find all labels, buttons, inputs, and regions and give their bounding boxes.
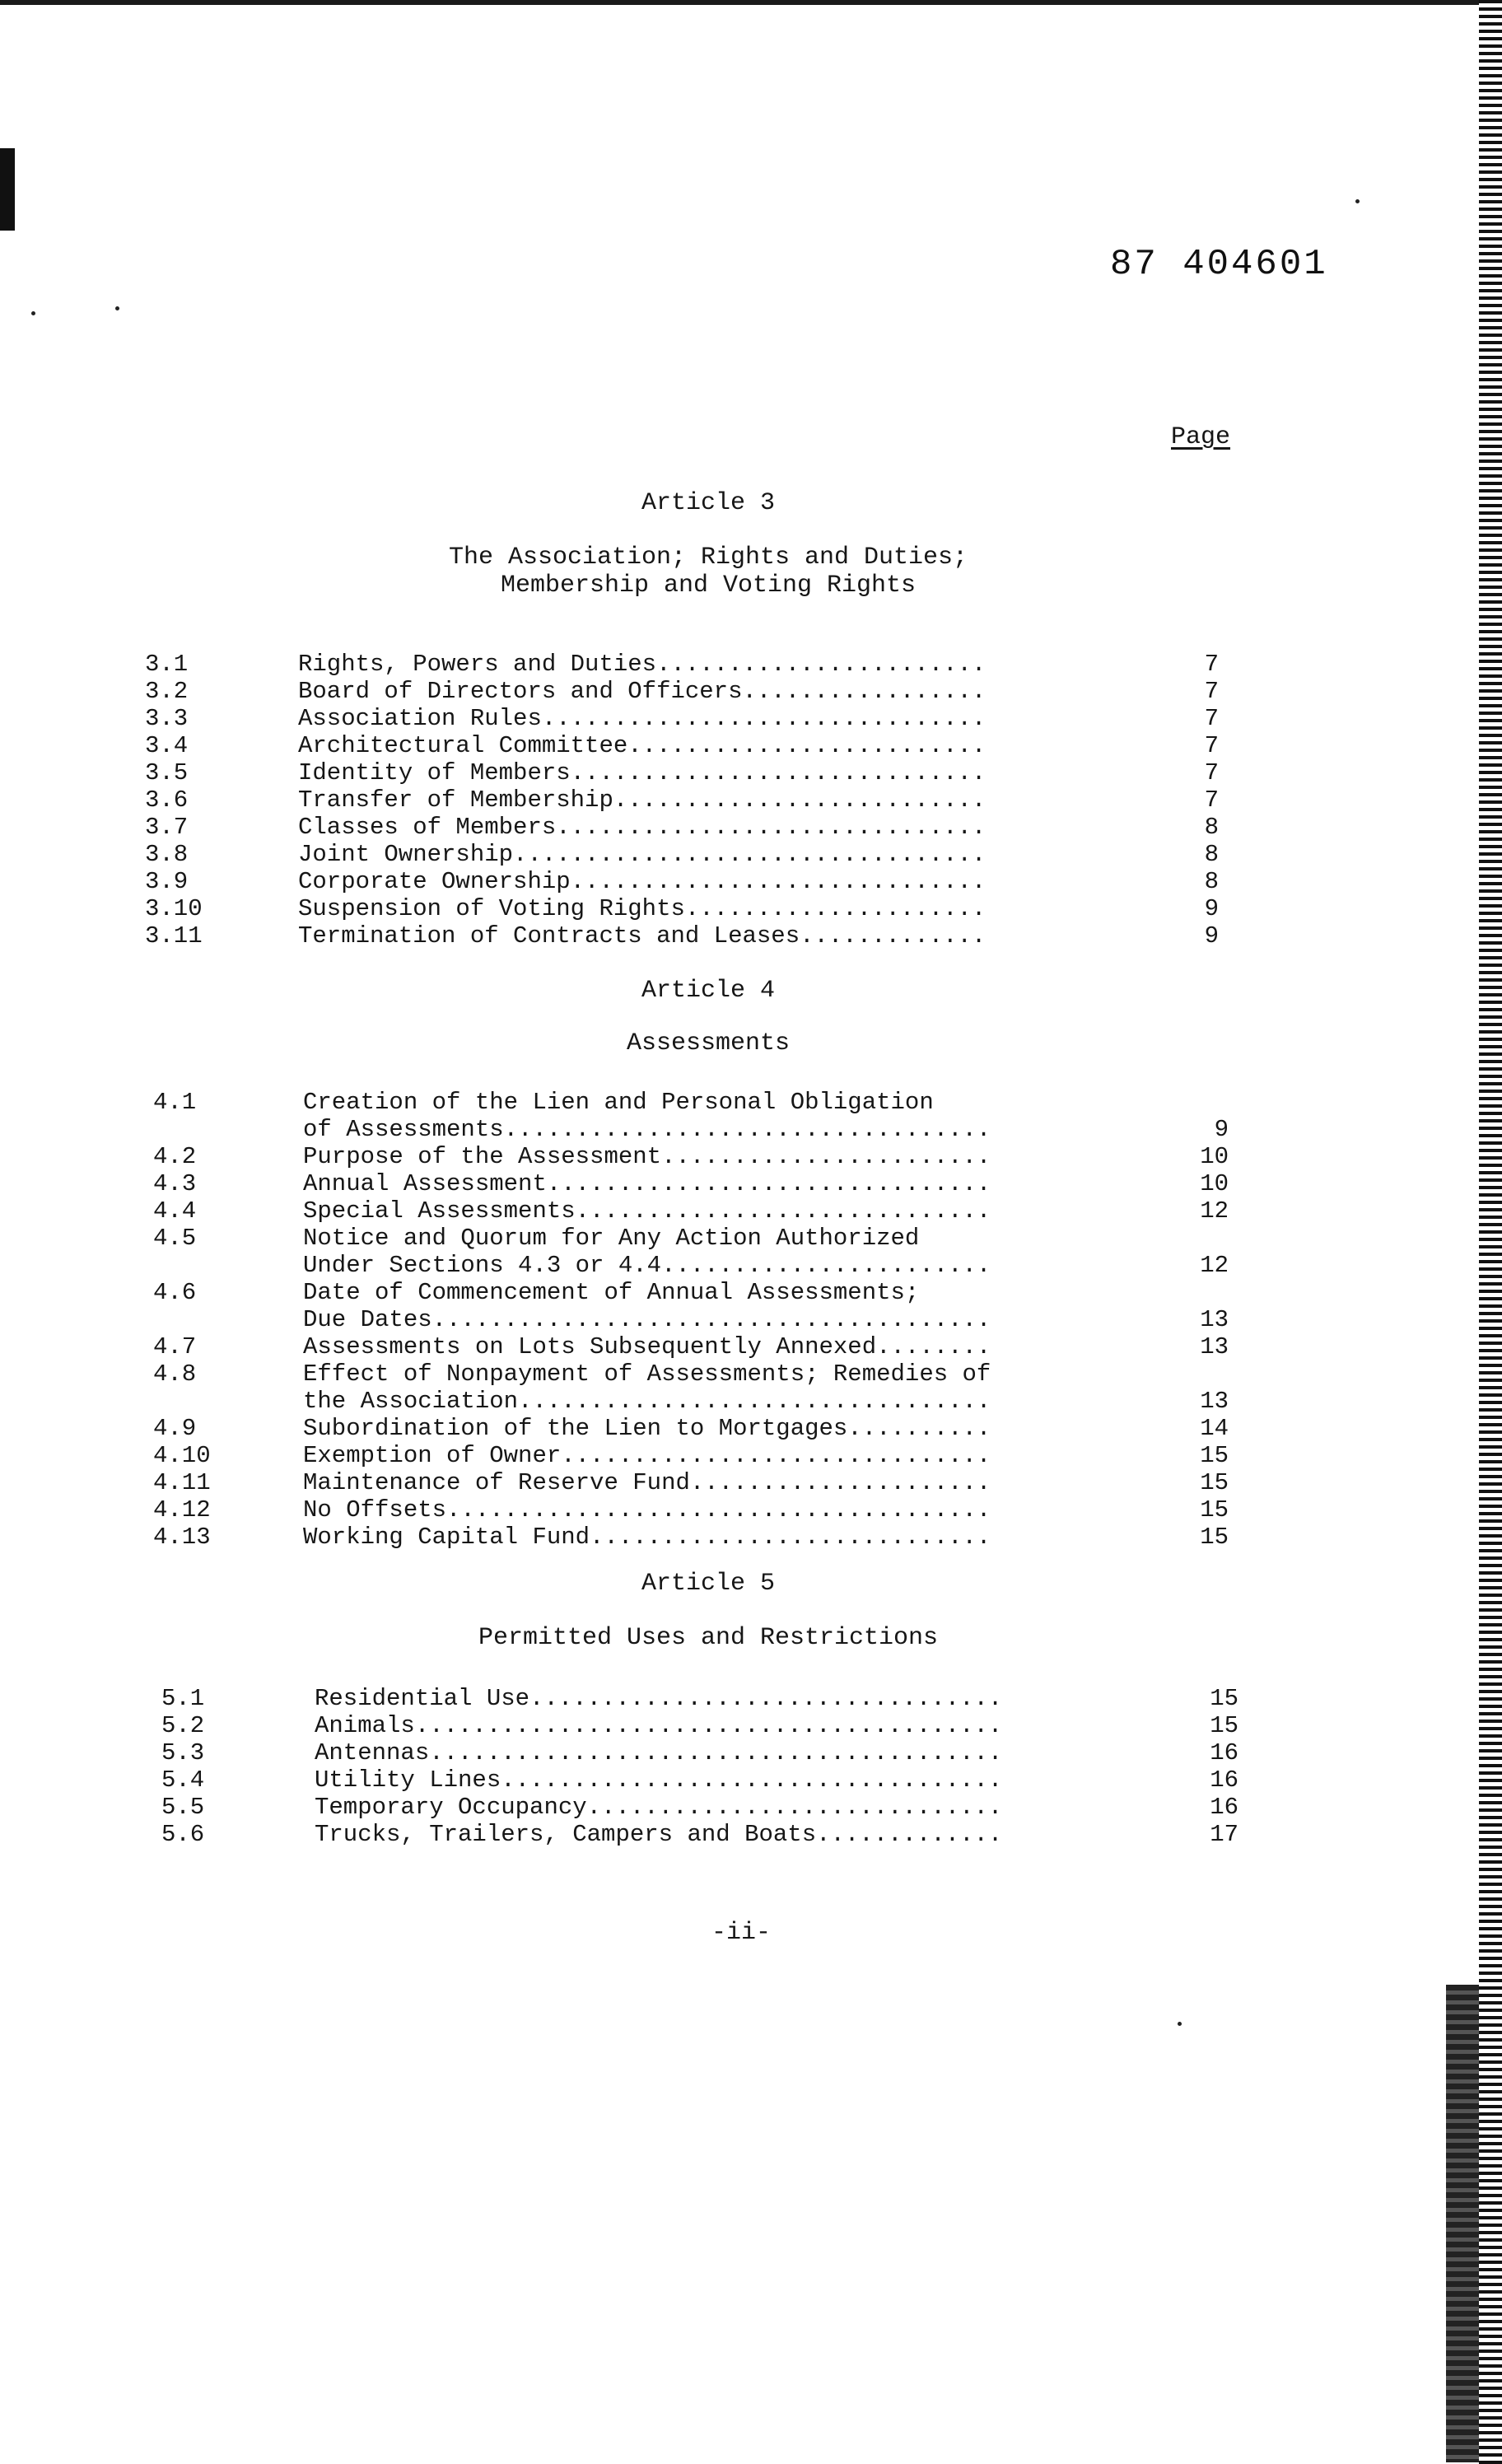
page-number: 13 bbox=[1200, 1306, 1229, 1333]
toc-entry bbox=[0, 1739, 1502, 1767]
page-number: 7 bbox=[1204, 678, 1219, 705]
section-title: Residential Use................................. bbox=[315, 1685, 1003, 1712]
toc-entry bbox=[0, 732, 1502, 760]
section-title: Suspension of Voting Rights..................... bbox=[298, 895, 987, 922]
section-title: Exemption of Owner.............................. bbox=[303, 1442, 991, 1469]
section-title: Effect of Nonpayment of Assessments; Remedies of bbox=[303, 1360, 991, 1388]
page-number: 7 bbox=[1204, 705, 1219, 732]
page-number: 13 bbox=[1200, 1388, 1229, 1415]
page-number: 15 bbox=[1200, 1496, 1229, 1524]
section-number: 3.1 bbox=[145, 651, 189, 678]
toc-entry bbox=[0, 1225, 1502, 1279]
section-title: Notice and Quorum for Any Action Authorized bbox=[303, 1225, 920, 1252]
page-number: 17 bbox=[1210, 1821, 1238, 1848]
toc-entry bbox=[0, 1496, 1502, 1524]
section-title: No Offsets...................................... bbox=[303, 1496, 991, 1524]
toc-entry bbox=[0, 786, 1502, 814]
section-number: 5.1 bbox=[161, 1685, 205, 1712]
page-number: 9 bbox=[1204, 922, 1219, 950]
toc-entry bbox=[0, 814, 1502, 842]
section-number: 4.7 bbox=[153, 1333, 197, 1360]
section-title: Utility Lines................................... bbox=[315, 1766, 1003, 1794]
section-title: Annual Assessment............................... bbox=[303, 1170, 991, 1197]
page-number: 13 bbox=[1200, 1333, 1229, 1360]
toc-entry bbox=[0, 1712, 1502, 1740]
section-title: Subordination of the Lien to Mortgages.......... bbox=[303, 1415, 991, 1442]
scan-edge-line bbox=[0, 0, 1502, 5]
page-number: 15 bbox=[1210, 1685, 1238, 1712]
section-number: 4.3 bbox=[153, 1170, 197, 1197]
toc-entry bbox=[0, 1442, 1502, 1470]
toc-entry bbox=[0, 868, 1502, 896]
toc-entry bbox=[0, 1197, 1502, 1225]
page-number: 7 bbox=[1204, 732, 1219, 759]
footer-page-number: -ii- bbox=[711, 1919, 771, 1947]
section-number: 4.13 bbox=[153, 1524, 211, 1551]
article-heading: Permitted Uses and Restrictions bbox=[478, 1624, 939, 1652]
article-heading: Assessments bbox=[626, 1029, 791, 1057]
toc-entry bbox=[0, 678, 1502, 706]
scan-speck bbox=[1178, 2022, 1182, 2026]
section-title: Association Rules............................... bbox=[298, 705, 987, 732]
toc-entry bbox=[0, 1469, 1502, 1497]
toc-entry bbox=[0, 1333, 1502, 1361]
section-number: 5.5 bbox=[161, 1794, 205, 1821]
toc-entry bbox=[0, 1143, 1502, 1171]
toc-entry bbox=[0, 1170, 1502, 1198]
section-number: 3.10 bbox=[145, 895, 203, 922]
page-column-label: Page bbox=[1171, 423, 1231, 451]
section-title: Due Dates....................................... bbox=[303, 1306, 991, 1333]
toc-entry bbox=[0, 1279, 1502, 1333]
toc-entry bbox=[0, 841, 1502, 869]
article-heading: The Association; Rights and Duties; bbox=[448, 544, 968, 572]
page-number: 12 bbox=[1200, 1197, 1229, 1225]
toc-entry bbox=[0, 1415, 1502, 1443]
section-title: Termination of Contracts and Leases............. bbox=[298, 922, 987, 950]
section-title: Maintenance of Reserve Fund..................... bbox=[303, 1469, 991, 1496]
page-number: 15 bbox=[1200, 1469, 1229, 1496]
section-title: the Association................................. bbox=[303, 1388, 991, 1415]
toc-entry bbox=[0, 1360, 1502, 1415]
section-title: Classes of Members.............................. bbox=[298, 814, 987, 841]
section-number: 3.5 bbox=[145, 759, 189, 786]
section-number: 3.7 bbox=[145, 814, 189, 841]
section-number: 3.9 bbox=[145, 868, 189, 895]
toc-entry bbox=[0, 651, 1502, 679]
toc-entry bbox=[0, 1821, 1502, 1849]
section-number: 3.6 bbox=[145, 786, 189, 814]
section-title: Board of Directors and Officers................. bbox=[298, 678, 987, 705]
section-number: 3.4 bbox=[145, 732, 189, 759]
toc-entry bbox=[0, 1766, 1502, 1794]
toc-entry bbox=[0, 1524, 1502, 1552]
section-number: 4.9 bbox=[153, 1415, 197, 1442]
section-title: Creation of the Lien and Personal Obligation bbox=[303, 1089, 934, 1116]
section-title: Rights, Powers and Duties....................... bbox=[298, 651, 987, 678]
section-title: Architectural Committee......................... bbox=[298, 732, 987, 759]
page-number: 15 bbox=[1210, 1712, 1238, 1739]
page-number: 10 bbox=[1200, 1143, 1229, 1170]
section-title: of Assessments.................................. bbox=[303, 1116, 991, 1143]
section-number: 4.10 bbox=[153, 1442, 211, 1469]
scan-edge-left bbox=[0, 148, 15, 231]
section-number: 4.11 bbox=[153, 1469, 211, 1496]
section-number: 4.5 bbox=[153, 1225, 197, 1252]
section-number: 4.12 bbox=[153, 1496, 211, 1524]
page-number: 8 bbox=[1204, 841, 1219, 868]
scan-speck bbox=[115, 306, 119, 310]
section-title: Transfer of Membership.......................... bbox=[298, 786, 987, 814]
toc-entry bbox=[0, 1794, 1502, 1822]
scan-border-top bbox=[0, 0, 1502, 144]
page-number: 9 bbox=[1214, 1116, 1229, 1143]
article-title: Article 3 bbox=[641, 489, 776, 517]
toc-entry bbox=[0, 922, 1502, 950]
section-title: Identity of Members............................. bbox=[298, 759, 987, 786]
page-number: 15 bbox=[1200, 1524, 1229, 1551]
toc-entry bbox=[0, 705, 1502, 733]
section-title: Date of Commencement of Annual Assessments; bbox=[303, 1279, 920, 1306]
section-number: 4.2 bbox=[153, 1143, 197, 1170]
section-title: Animals......................................... bbox=[315, 1712, 1003, 1739]
section-title: Corporate Ownership............................. bbox=[298, 868, 987, 895]
page-number: 16 bbox=[1210, 1739, 1238, 1766]
page-number: 16 bbox=[1210, 1794, 1238, 1821]
section-number: 4.6 bbox=[153, 1279, 197, 1306]
page-number: 16 bbox=[1210, 1766, 1238, 1794]
section-title: Temporary Occupancy............................. bbox=[315, 1794, 1003, 1821]
section-title: Working Capital Fund............................ bbox=[303, 1524, 991, 1551]
toc-entry bbox=[0, 759, 1502, 787]
scan-noise-right bbox=[1446, 1985, 1479, 2462]
document-number: 87 404601 bbox=[1110, 244, 1328, 285]
section-number: 3.8 bbox=[145, 841, 189, 868]
article-title: Article 4 bbox=[641, 977, 776, 1005]
section-number: 3.2 bbox=[145, 678, 189, 705]
section-number: 4.1 bbox=[153, 1089, 197, 1116]
section-title: Assessments on Lots Subsequently Annexed........ bbox=[303, 1333, 991, 1360]
article-title: Article 5 bbox=[641, 1570, 776, 1598]
section-title: Joint Ownership................................. bbox=[298, 841, 987, 868]
section-title: Purpose of the Assessment....................... bbox=[303, 1143, 991, 1170]
page-number: 12 bbox=[1200, 1252, 1229, 1279]
page-number: 8 bbox=[1204, 868, 1219, 895]
page-number: 10 bbox=[1200, 1170, 1229, 1197]
page-number: 9 bbox=[1204, 895, 1219, 922]
toc-entry bbox=[0, 1685, 1502, 1713]
page-number: 14 bbox=[1200, 1415, 1229, 1442]
section-number: 5.6 bbox=[161, 1821, 205, 1848]
section-title: Under Sections 4.3 or 4.4....................... bbox=[303, 1252, 991, 1279]
toc-entry bbox=[0, 895, 1502, 923]
article-heading: Membership and Voting Rights bbox=[500, 572, 917, 600]
section-number: 5.3 bbox=[161, 1739, 205, 1766]
page-number: 7 bbox=[1204, 651, 1219, 678]
section-number: 4.8 bbox=[153, 1360, 197, 1388]
scan-speck bbox=[31, 311, 35, 315]
section-number: 3.11 bbox=[145, 922, 203, 950]
scan-speck bbox=[1355, 199, 1360, 203]
page-number: 7 bbox=[1204, 786, 1219, 814]
section-number: 4.4 bbox=[153, 1197, 197, 1225]
section-number: 3.3 bbox=[145, 705, 189, 732]
page-number: 8 bbox=[1204, 814, 1219, 841]
page-number: 7 bbox=[1204, 759, 1219, 786]
section-title: Antennas........................................ bbox=[315, 1739, 1003, 1766]
section-title: Special Assessments............................. bbox=[303, 1197, 991, 1225]
section-title: Trucks, Trailers, Campers and Boats............. bbox=[315, 1821, 1003, 1848]
toc-entry bbox=[0, 1089, 1502, 1143]
section-number: 5.2 bbox=[161, 1712, 205, 1739]
page-number: 15 bbox=[1200, 1442, 1229, 1469]
section-number: 5.4 bbox=[161, 1766, 205, 1794]
